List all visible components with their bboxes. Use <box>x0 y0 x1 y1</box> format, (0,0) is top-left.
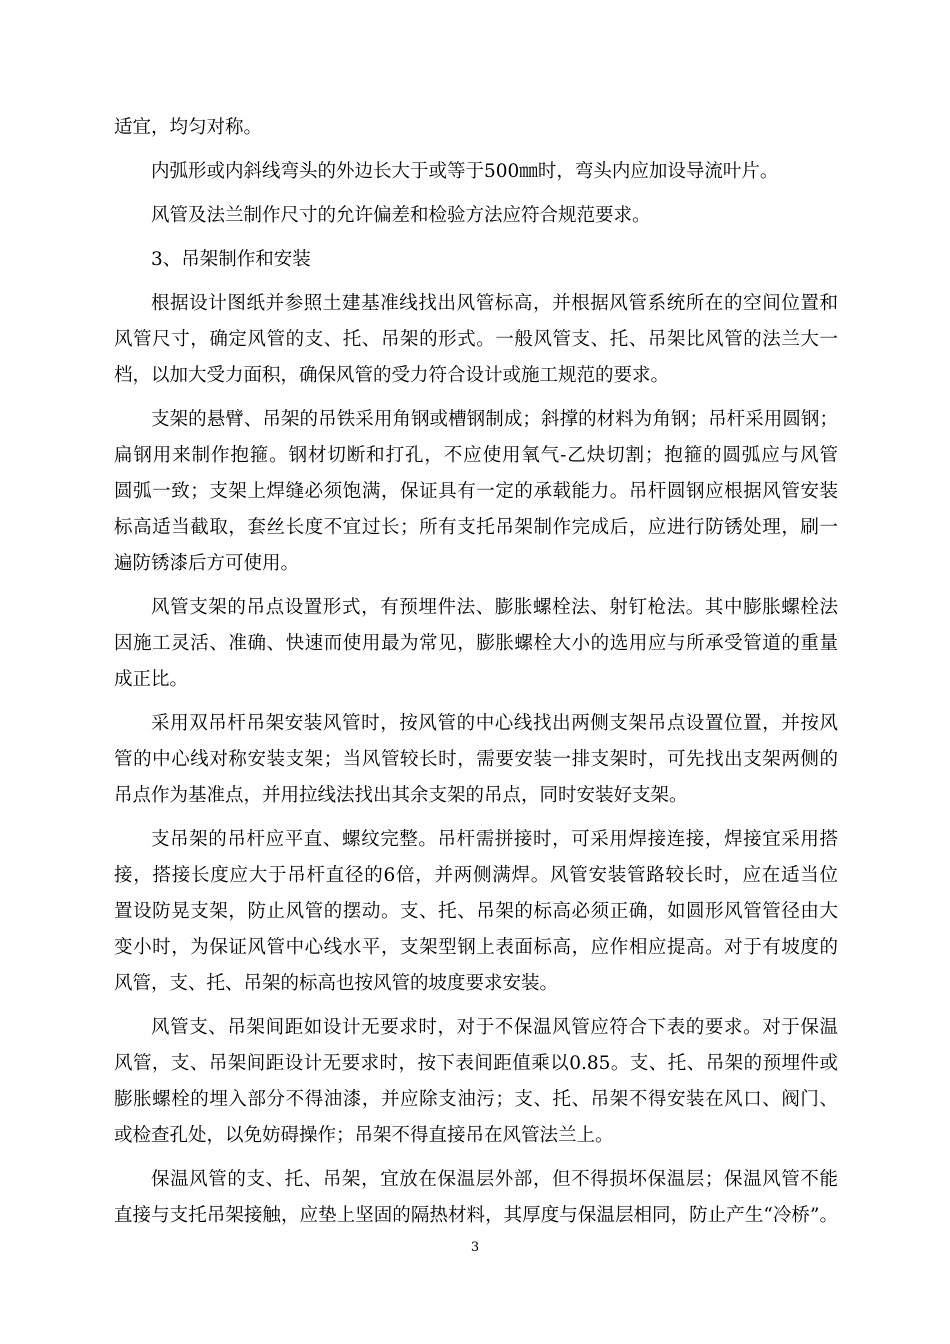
paragraph-line: 风管，支、吊架间距设计无要求时，按下表间距值乘以0.85。支、托、吊架的预埋件或 <box>114 1053 838 1074</box>
document-body <box>114 110 838 1234</box>
paragraph-line: 置设防晃支架，防止风管的摆动。支、托、吊架的标高必须正确，如圆形风管管径由大 <box>114 901 838 922</box>
paragraph-line: 风管及法兰制作尺寸的允许偏差和检验方法应符合规范要求。 <box>151 205 651 226</box>
paragraph-line: 接，搭接长度应大于吊杆直径的6倍，并两侧满焊。风管安装管路较长时，应在适当位 <box>114 865 838 886</box>
paragraph-line: 支吊架的吊杆应平直、螺纹完整。吊杆需拼接时，可采用焊接连接，焊接宜采用搭 <box>151 829 838 850</box>
paragraph-line: 或检查孔处，以免妨碍操作；吊架不得直接吊在风管法兰上。 <box>114 1125 614 1146</box>
paragraph-line: 成正比。 <box>114 669 189 690</box>
paragraph-line: 风管尺寸，确定风管的支、托、吊架的形式。一般风管支、托、吊架比风管的法兰大一 <box>114 329 838 350</box>
paragraph-line: 膨胀螺栓的埋入部分不得油漆，并应除支油污；支、托、吊架不得安装在风口、阀门、 <box>114 1089 838 1110</box>
page-number: 3 <box>470 1240 480 1255</box>
paragraph-line: 管的中心线对称安装支架；当风管较长时，需要安装一排支架时，可先找出支架两侧的 <box>114 749 838 770</box>
paragraph-line: 适宜，均匀对称。 <box>114 117 263 138</box>
paragraph-line: 风管支架的吊点设置形式，有预埋件法、膨胀螺栓法、射钉枪法。其中膨胀螺栓法 <box>151 597 838 618</box>
paragraph-line: 内弧形或内斜线弯头的外边长大于或等于500㎜时，弯头内应加设导流叶片。 <box>151 161 779 182</box>
paragraph-line: 变小时，为保证风管中心线水平，支架型钢上表面标高，应作相应提高。对于有坡度的 <box>114 937 838 958</box>
paragraph-line: 根据设计图纸并参照土建基准线找出风管标高，并根据风管系统所在的空间位置和 <box>151 293 838 314</box>
paragraph-line: 支架的悬臂、吊架的吊铁采用角钢或槽钢制成；斜撑的材料为角钢；吊杆采用圆钢； <box>151 409 838 430</box>
paragraph-line: 遍防锈漆后方可使用。 <box>114 553 300 574</box>
paragraph-line: 采用双吊杆吊架安装风管时，按风管的中心线找出两侧支架吊点设置位置，并按风 <box>151 713 838 734</box>
paragraph-line: 档，以加大受力面积，确保风管的受力符合设计或施工规范的要求。 <box>114 365 670 386</box>
paragraph-line: 标高适当截取，套丝长度不宜过长；所有支托吊架制作完成后，应进行防锈处理，刷一 <box>114 517 838 538</box>
paragraph-line: 风管，支、托、吊架的标高也按风管的坡度要求安装。 <box>114 973 559 994</box>
paragraph-line: 保温风管的支、托、吊架，宜放在保温层外部，但不得损坏保温层；保温风管不能 <box>151 1169 838 1190</box>
paragraph-line: 因施工灵活、准确、快速而使用最为常见，膨胀螺栓大小的选用应与所承受管道的重量 <box>114 633 838 654</box>
paragraph-line: 风管支、吊架间距如设计无要求时，对于不保温风管应符合下表的要求。对于保温 <box>151 1017 838 1038</box>
paragraph-line: 吊点作为基准点，并用拉线法找出其余支架的吊点，同时安装好支架。 <box>114 785 688 806</box>
paragraph-line: 扁钢用来制作抱箍。钢材切断和打孔，不应使用氧气-乙炔切割；抱箍的圆弧应与风管 <box>114 445 838 466</box>
paragraph-line: 圆弧一致；支架上焊缝必须饱满，保证具有一定的承载能力。吊杆圆钢应根据风管安装 <box>114 481 838 502</box>
paragraph-line: 直接与支托吊架接触，应垫上坚固的隔热材料，其厚度与保温层相同，防止产生“冷桥”。 <box>114 1205 838 1226</box>
section-heading: 3、吊架制作和安装 <box>151 249 311 270</box>
